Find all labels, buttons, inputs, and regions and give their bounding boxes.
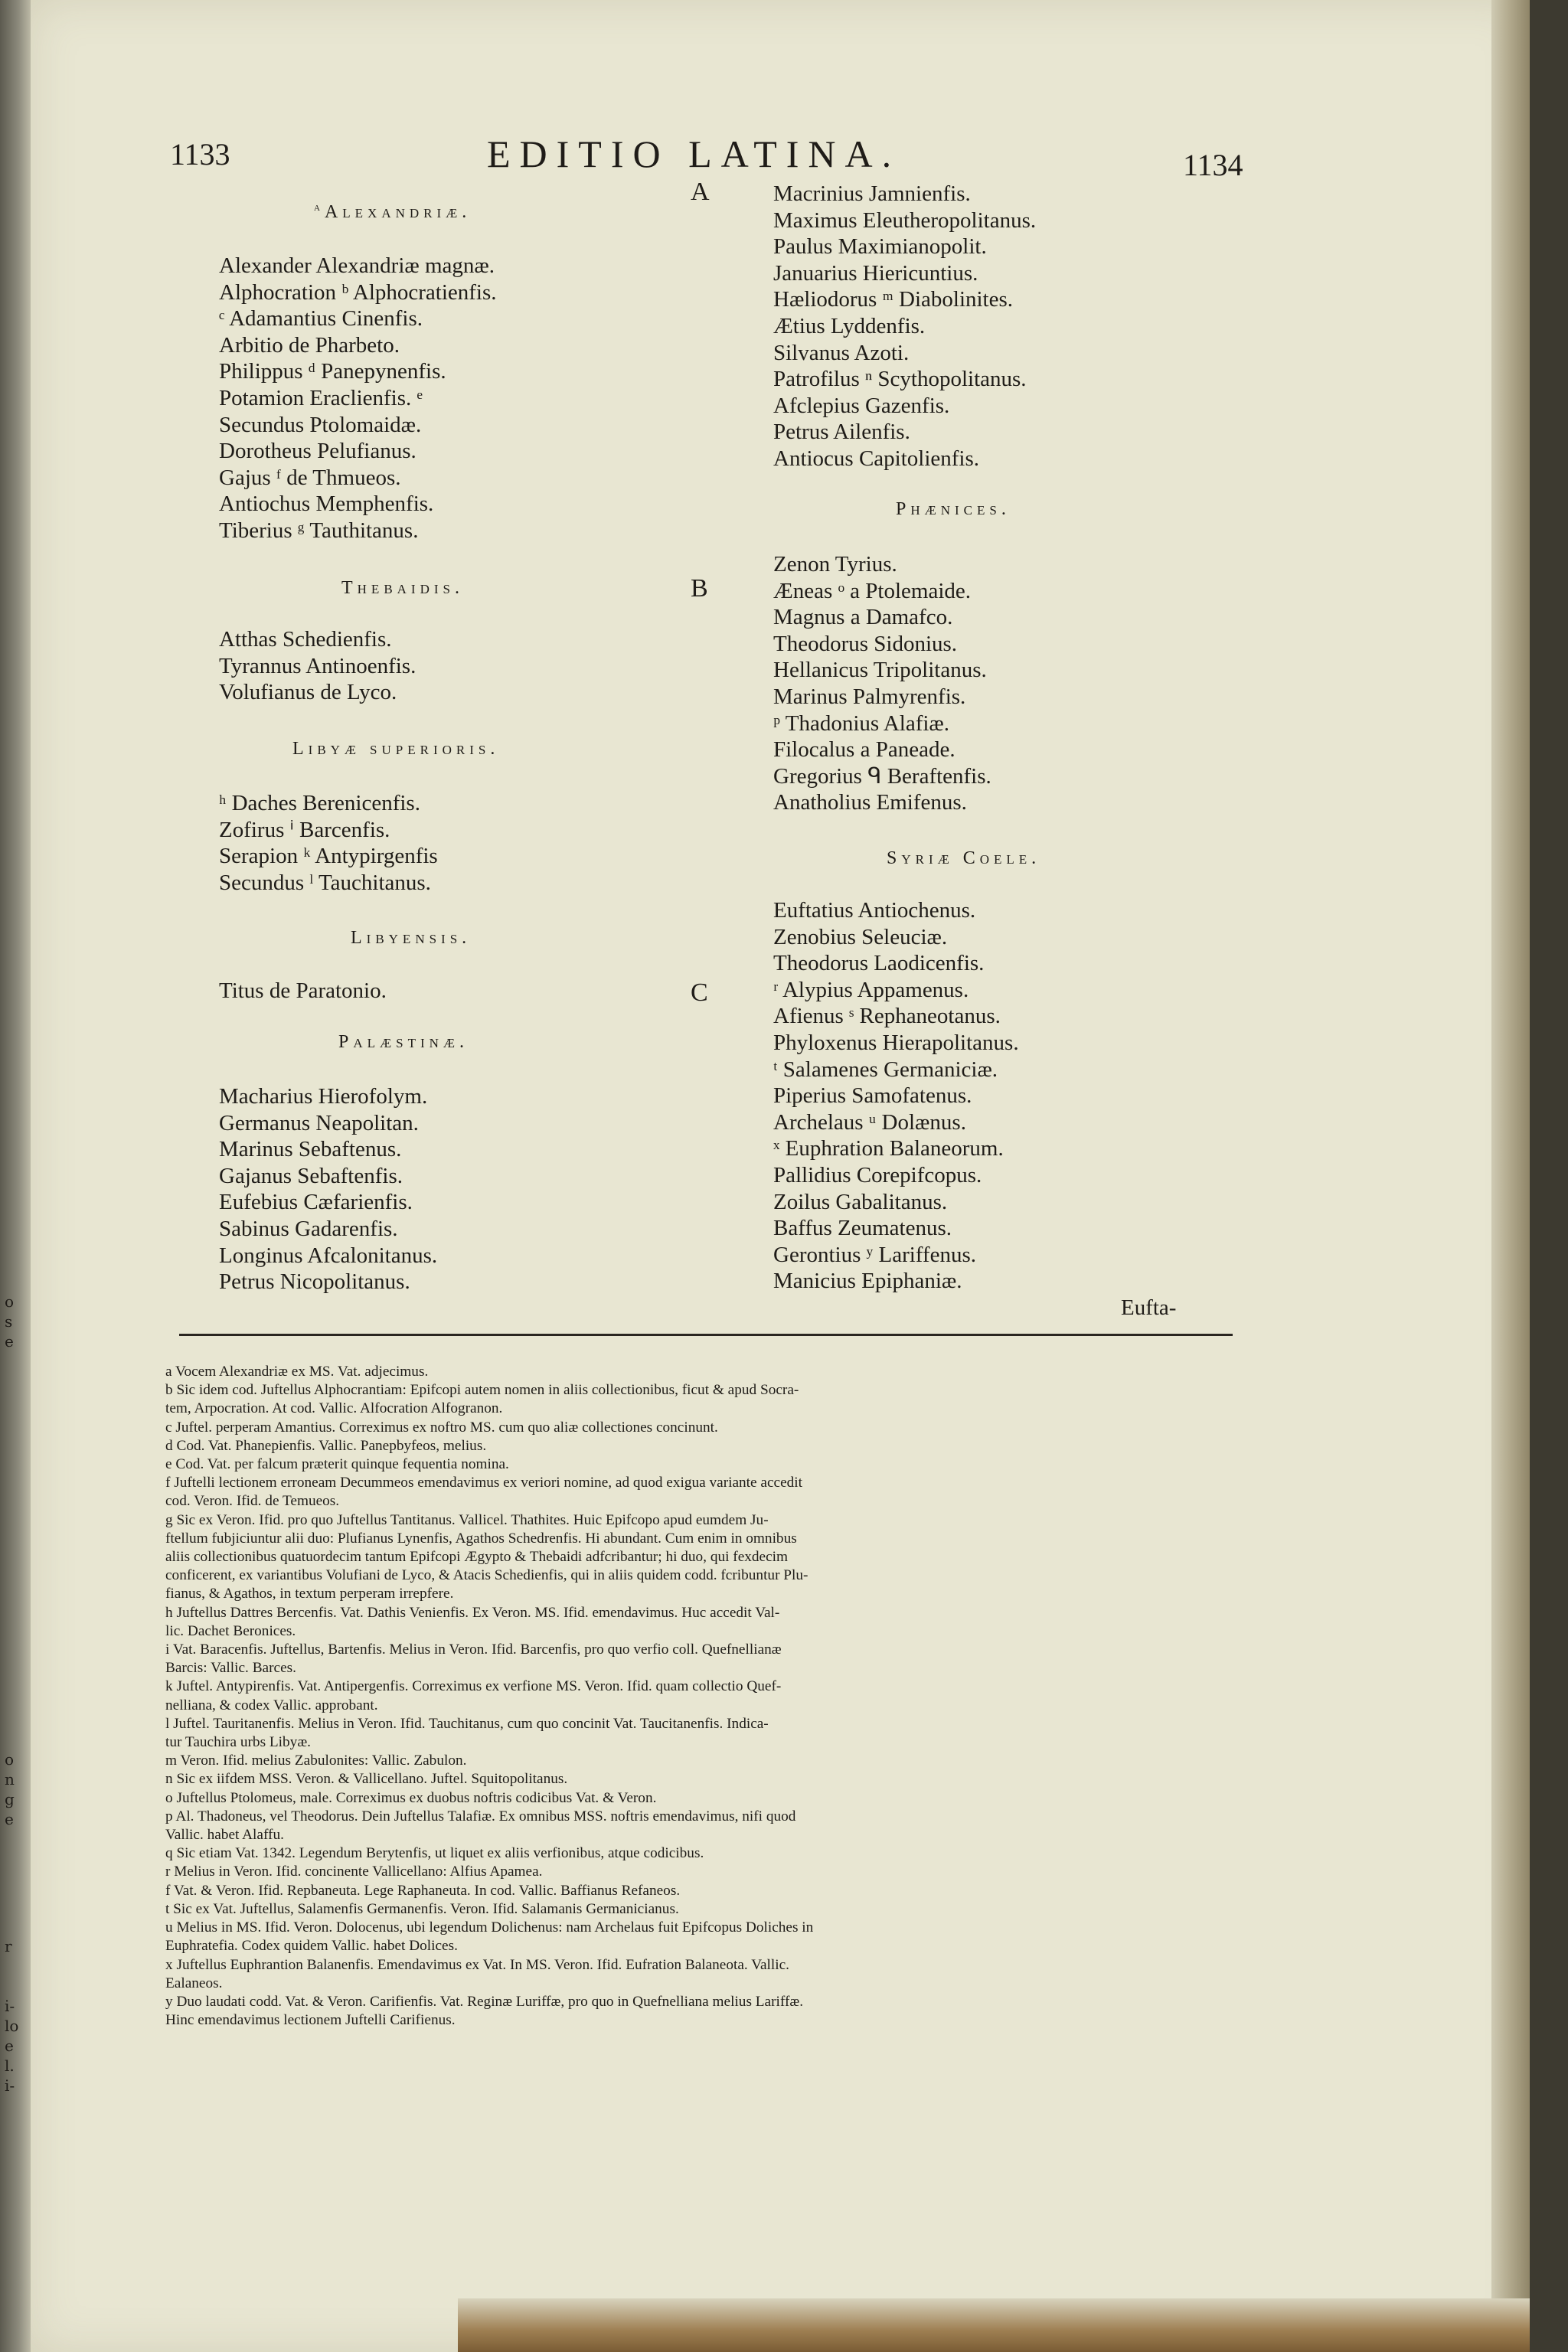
list-item: Januarius Hiericuntius.: [773, 260, 978, 286]
section-heading: Libyensis.: [351, 928, 472, 948]
book-binding-bottom: [458, 2298, 1530, 2352]
footnote-line: l Juftel. Tauritanenfis. Melius in Veron. Ifid. Tauchitanus, cum quo concinit Vat. Taucitanenfis. Indica-: [165, 1715, 769, 1732]
list-item: Theodorus Laodicenfis.: [773, 951, 985, 976]
footnote-line: r Melius in Veron. Ifid. concinente Vallicellano: Alfius Apamea.: [165, 1864, 543, 1880]
list-item: Archelaus ᵘ Dolænus.: [773, 1109, 966, 1135]
list-item: Euftatius Antiochenus.: [773, 898, 976, 923]
list-item: Atthas Schedienfis.: [219, 627, 392, 652]
footnote-line: Vallic. habet Alaffu.: [165, 1827, 284, 1844]
list-item: Tyrannus Antinoenfis.: [219, 653, 416, 678]
list-item: ᵖ Thadonius Alafiæ.: [773, 710, 950, 736]
footnote-line: Ealaneos.: [165, 1975, 223, 1991]
list-item: Gerontius ʸ Lariffenus.: [773, 1242, 976, 1267]
left-page-number: 1133: [170, 137, 230, 172]
footnote-line: fianus, & Agathos, in textum perperam irrepfere.: [165, 1586, 454, 1602]
list-item: Macharius Hierofolym.: [219, 1084, 428, 1109]
list-item: Marinus Sebaftenus.: [219, 1137, 402, 1162]
footnote-line: tem, Arpocration. At cod. Vallic. Alfocration Alfogranon.: [165, 1400, 503, 1417]
list-item: Filocalus a Paneade.: [773, 737, 956, 763]
footnote-line: x Juftellus Euphrantion Balanenfis. Emendavimus ex Vat. In MS. Veron. Ifid. Eufration Balaneota. Vallic.: [165, 1956, 790, 1973]
list-item: Marinus Palmyrenfis.: [773, 684, 966, 709]
list-item: Manicius Epiphaniæ.: [773, 1269, 962, 1294]
margin-mark: s: [5, 1312, 13, 1331]
bishop-list: [219, 1083, 437, 1295]
column-letter-b: B: [691, 574, 708, 603]
list-item: Arbitio de Pharbeto.: [219, 332, 400, 358]
list-item: Afienus ˢ Rephaneotanus.: [773, 1004, 1001, 1029]
section-heading: Libyæ superioris.: [292, 739, 500, 759]
list-item: Dorotheus Pelufianus.: [219, 439, 416, 464]
list-item: Anatholius Emifenus.: [773, 790, 967, 815]
list-item: Phyloxenus Hierapolitanus.: [773, 1030, 1019, 1055]
list-item: Magnus a Damafco.: [773, 605, 953, 630]
margin-mark: r: [5, 1937, 12, 1955]
list-item: Zenobius Seleuciæ.: [773, 924, 948, 949]
list-item: Ætius Lyddenfis.: [773, 313, 926, 338]
footnote-line: nelliana, & codex Vallic. approbant.: [165, 1697, 378, 1713]
section-heading: Syriæ Coele.: [887, 848, 1041, 868]
bishop-list: [219, 790, 438, 896]
list-item: Alexander Alexandriæ magnæ.: [219, 253, 495, 278]
margin-marks: [0, 0, 31, 2352]
margin-mark: lo: [5, 2017, 19, 2035]
footnote-line: t Sic ex Vat. Juftellus, Salamenfis Germanenfis. Veron. Ifid. Salamanis Germanicianus.: [165, 1900, 679, 1917]
list-item: Petrus Nicopolitanus.: [219, 1269, 410, 1295]
footnote-line: conficerent, ex variantibus Volufiani de Lyco, & Atacis Schedienfis, qui in aliis quidem codd. fcribuntur Plu-: [165, 1567, 808, 1584]
footnote-line: ftellum fubjiciuntur alii duo: Plufianus Lynenfis, Agathos Schedrenfis. Hi abundant. Cum enim in omnibus: [165, 1530, 797, 1547]
footnote-line: cod. Veron. Ifid. de Temueos.: [165, 1493, 340, 1510]
column-letter-c: C: [691, 978, 708, 1007]
footnotes: [165, 1363, 1236, 2030]
list-item: Zofirus ⁱ Barcenfis.: [219, 817, 390, 842]
bishop-list: [219, 626, 416, 706]
footnote-line: a Vocem Alexandriæ ex MS. Vat. adjecimus.: [165, 1364, 429, 1380]
list-item: Volufianus de Lyco.: [219, 680, 397, 705]
list-item: Philippus ᵈ Panepynenfis.: [219, 359, 446, 384]
list-item: Baffus Zeumatenus.: [773, 1216, 952, 1241]
footnote-line: d Cod. Vat. Phanepienfis. Vallic. Panepbyfeos, melius.: [165, 1437, 487, 1454]
list-item: Sabinus Gadarenfis.: [219, 1216, 398, 1241]
list-item: Tiberius ᵍ Tauthitanus.: [219, 518, 419, 543]
footnote-line: q Sic etiam Vat. 1342. Legendum Berytenfis, ut liquet ex aliis verfionibus, atque codicibus.: [165, 1845, 704, 1862]
list-item: Secundus Ptolomaidæ.: [219, 412, 422, 437]
margin-mark: g: [5, 1790, 15, 1808]
footnote-line: h Juftellus Dattres Bercenfis. Vat. Dathis Venienfis. Ex Veron. MS. Ifid. emendavimus. Huc accedit Val-: [165, 1604, 780, 1621]
footnote-line: Euphratefia. Codex quidem Vallic. habet Dolices.: [165, 1938, 458, 1955]
footnote-line: f Juftelli lectionem erroneam Decummeos emendavimus ex veriori nomine, ad quod exigua variante accedit: [165, 1475, 803, 1491]
list-item: ᵗ Salamenes Germaniciæ.: [773, 1057, 998, 1082]
section-heading: [314, 201, 471, 223]
section-heading-text: Alexandriæ.: [324, 202, 472, 222]
column-letter-a: A: [691, 178, 710, 206]
list-item: Hellanicus Tripolitanus.: [773, 658, 987, 683]
margin-mark: i-: [5, 2076, 15, 2095]
footnote-line: b Sic idem cod. Juftellus Alphocrantiam: Epifcopi autem nomen in aliis collectionibus, ficut & apud Socra-: [165, 1382, 799, 1399]
list-item: Titus de Paratonio.: [219, 978, 387, 1003]
list-item: Gajanus Sebaftenfis.: [219, 1163, 403, 1188]
footnote-line: y Duo laudati codd. Vat. & Veron. Carifienfis. Vat. Reginæ Luriffæ, pro quo in Quefnelliana melius Lariffæ.: [165, 1993, 804, 2010]
footnote-line: i Vat. Baracenfis. Juftellus, Bartenfis. Melius in Veron. Ifid. Barcenfis, pro quo verfio coll. Quefnellianæ: [165, 1642, 782, 1658]
right-page-number: 1134: [1183, 148, 1243, 182]
footnote-line: g Sic ex Veron. Ifid. pro quo Juftellus Tantitanus. Vallicel. Thathites. Huic Epifcopo apud eumdem Ju-: [165, 1511, 769, 1528]
list-item: ʳ Alypius Appamenus.: [773, 977, 969, 1002]
margin-mark: o: [5, 1750, 15, 1769]
margin-mark: i-: [5, 1997, 15, 2015]
margin-mark: e: [5, 1332, 14, 1351]
list-item: Æneas ᵒ a Ptolemaide.: [773, 578, 972, 603]
bishop-list: [773, 897, 1019, 1295]
footnote-line: n Sic ex iifdem MSS. Veron. & Vallicellano. Juftel. Squitopolitanus.: [165, 1771, 568, 1788]
list-item: ʰ Daches Berenicenfis.: [219, 791, 420, 815]
list-item: Longinus Afcalonitanus.: [219, 1243, 438, 1268]
margin-mark: e: [5, 2037, 14, 2055]
list-item: Afclepius Gazenfis.: [773, 393, 950, 418]
list-item: Alphocration ᵇ Alphocratienfis.: [219, 279, 497, 305]
book-binding: [1491, 0, 1530, 2352]
list-item: Patrofilus ⁿ Scythopolitanus.: [773, 367, 1027, 392]
bishop-list: [773, 181, 1036, 472]
catchword: Eufta-: [1121, 1295, 1177, 1320]
bishop-list: [219, 253, 497, 544]
footnote-rule: [179, 1334, 1233, 1336]
list-item: Maximus Eleutheropolitanus.: [773, 207, 1037, 233]
footnote-line: e Cod. Vat. per falcum præterit quinque fequentia nomina.: [165, 1456, 509, 1473]
footnote-line: aliis collectionibus quatuordecim tantum Epifcopi Ægypto & Thebaidi adfcribantur; hi duo, qui fexdecim: [165, 1549, 789, 1566]
footnote-line: Hinc emendavimus lectionem Juftelli Carifienus.: [165, 2012, 456, 2029]
section-heading: Phænices.: [896, 499, 1011, 519]
footnote-line: u Melius in MS. Ifid. Veron. Dolocenus, ubi legendum Dolichenus: nam Archelaus fuit Epifcopus Doliches in: [165, 1919, 814, 1936]
footnote-line: k Juftel. Antypirenfis. Vat. Antipergenfis. Correximus ex verfione MS. Veron. Ifid. quam collectio Quef-: [165, 1678, 782, 1695]
bishop-list: [773, 551, 991, 816]
footnote-line: lic. Dachet Beronices.: [165, 1622, 296, 1639]
list-item: Serapion ᵏ Antypirgenfis: [219, 844, 438, 869]
list-item: Zenon Tyrius.: [773, 552, 897, 577]
margin-mark: e: [5, 1810, 14, 1828]
list-item: Petrus Ailenfis.: [773, 420, 910, 445]
list-item: Potamion Eraclienfis. ᵉ: [219, 385, 423, 410]
list-item: Paulus Maximianopolit.: [773, 234, 987, 260]
list-item: Silvanus Azoti.: [773, 340, 910, 365]
list-item: Hæliodorus ᵐ Diabolinites.: [773, 287, 1014, 312]
margin-mark: l.: [5, 2056, 15, 2075]
list-item: Gajus ᶠ de Thmueos.: [219, 465, 401, 490]
list-item: Secundus ˡ Tauchitanus.: [219, 870, 431, 895]
list-item: Macrinius Jamnienfis.: [773, 181, 971, 206]
section-heading: Thebaidis.: [341, 578, 464, 598]
list-item: Gregorius ᑫ Beraftenfis.: [773, 763, 991, 789]
footnote-line: o Juftellus Ptolomeus, male. Correximus ex duobus noftris codicibus Vat. & Veron.: [165, 1789, 657, 1806]
footnote-line: tur Tauchira urbs Libyæ.: [165, 1734, 311, 1751]
list-item: Theodorus Sidonius.: [773, 631, 958, 656]
footnote-line: f Vat. & Veron. Ifid. Repbaneuta. Lege Raphaneuta. In cod. Vallic. Baffianus Refaneos.: [165, 1882, 681, 1899]
list-item: Zoilus Gabalitanus.: [773, 1189, 948, 1214]
footnote-marker: a: [314, 201, 320, 214]
list-item: Antiochus Memphenfis.: [219, 492, 434, 517]
margin-mark: n: [5, 1770, 15, 1788]
list-item: Pallidius Corepifcopus.: [773, 1162, 982, 1187]
list-item: Eufebius Cæfarienfis.: [219, 1190, 413, 1215]
footnote-line: p Al. Thadoneus, vel Theodorus. Dein Juftellus Talafiæ. Ex omnibus MSS. noftris emendavimus, nifi quod: [165, 1808, 796, 1824]
bishop-list: [219, 978, 387, 1004]
list-item: Germanus Neapolitan.: [219, 1110, 419, 1135]
section-heading: Palæstinæ.: [338, 1032, 469, 1052]
footnote-line: c Juftel. perperam Amantius. Correximus ex noftro MS. cum quo aliæ collectiones concinunt.: [165, 1419, 718, 1436]
running-title: EDITIO LATINA.: [487, 132, 901, 175]
margin-mark: o: [5, 1292, 15, 1311]
footnote-line: Barcis: Vallic. Barces.: [165, 1660, 296, 1677]
list-item: ᶜ Adamantius Cinenfis.: [219, 306, 423, 332]
list-item: Antiocus Capitolienfis.: [773, 446, 980, 471]
footnote-line: m Veron. Ifid. melius Zabulonites: Vallic. Zabulon.: [165, 1753, 467, 1769]
list-item: ˣ Euphration Balaneorum.: [773, 1136, 1004, 1161]
list-item: Piperius Samofatenus.: [773, 1083, 972, 1109]
